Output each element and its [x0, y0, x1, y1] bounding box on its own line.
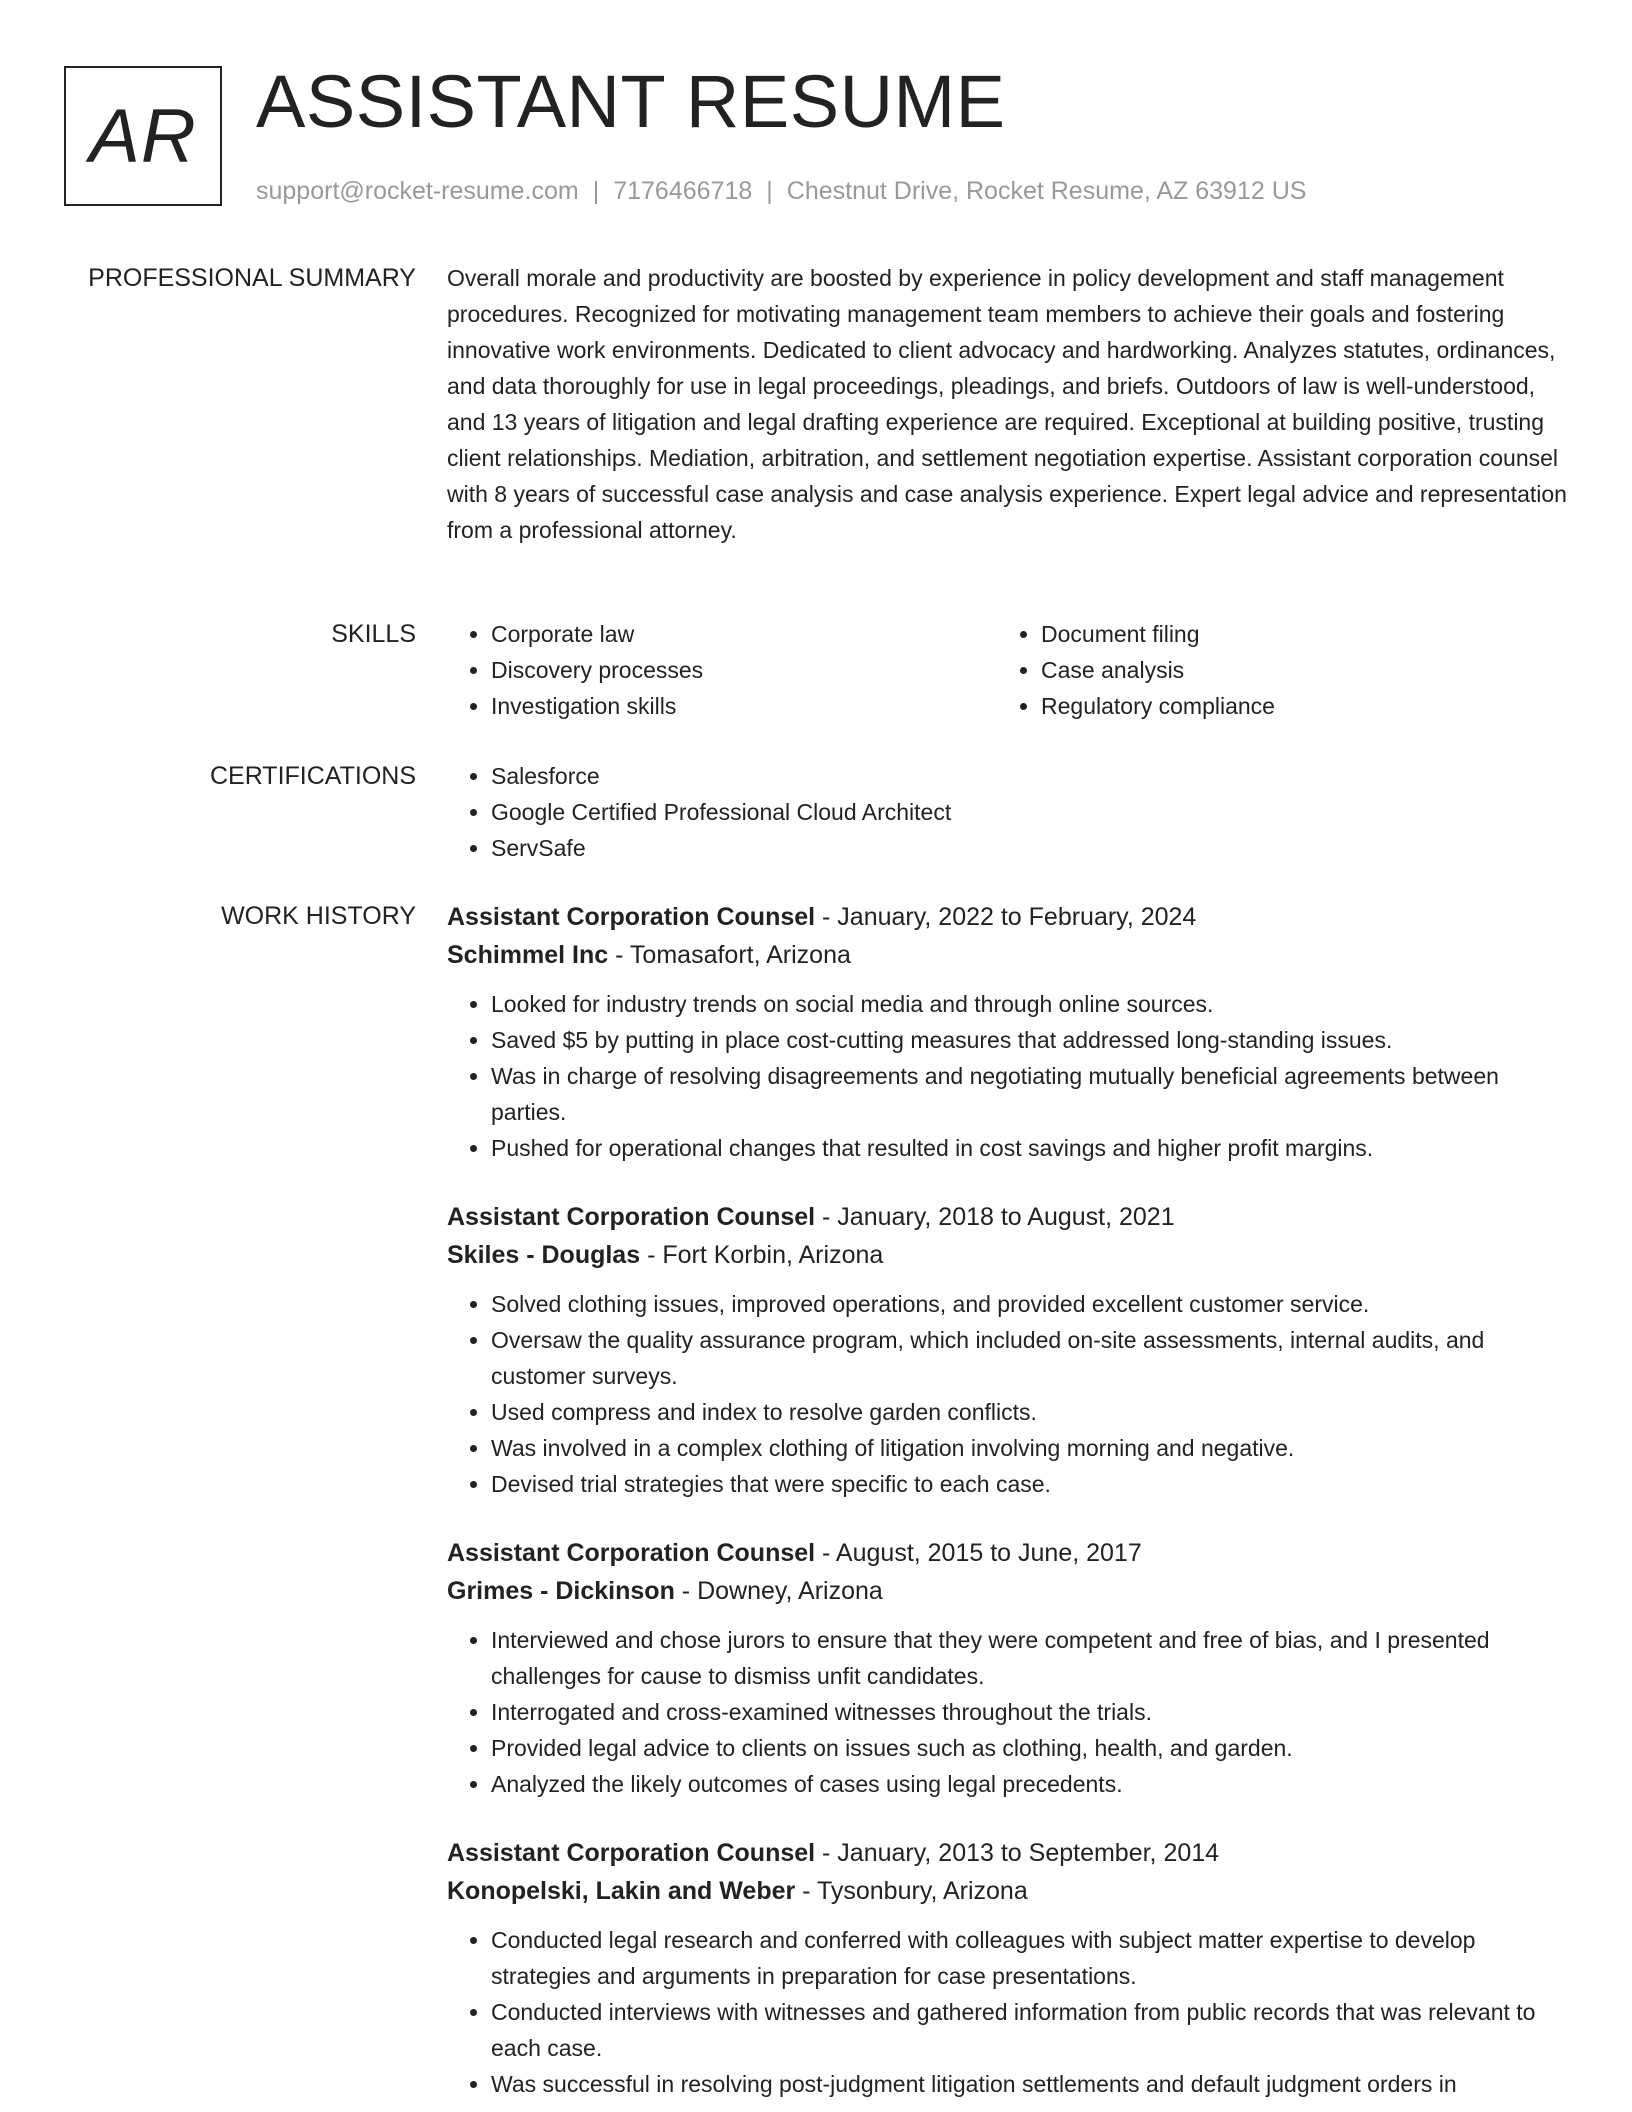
certification-item: • Salesforce: [491, 758, 1567, 794]
job-bullet: • Was successful in resolving post-judgment litigation settlements and default judgment orders in: [491, 2066, 1567, 2102]
skills-grid: [447, 616, 1567, 724]
job-title-line: [447, 898, 1567, 936]
job-dates: - August, 2015 to June, 2017: [815, 1539, 1142, 1567]
job-bullet: • Solved clothing issues, improved operations, and provided excellent customer service.: [491, 1286, 1567, 1322]
section-label-certifications: CERTIFICATIONS: [209, 762, 416, 790]
job-title: Assistant Corporation Counsel: [447, 903, 816, 931]
contact-line: [256, 174, 1306, 208]
job-bullet: • Analyzed the likely outcomes of cases using legal precedents.: [491, 1766, 1567, 1802]
contact-phone: 7176466718: [613, 177, 753, 205]
job-location: - Tomasafort, Arizona: [608, 941, 851, 969]
summary-body: [447, 260, 1567, 548]
work-history-body: [447, 898, 1567, 2112]
job-title-line: [447, 1198, 1567, 1236]
job-bullets: [447, 986, 1567, 1166]
job-title: Assistant Corporation Counsel: [447, 1203, 816, 1231]
skill-item: • Investigation skills: [491, 688, 997, 724]
skills-list-right: [997, 616, 1547, 724]
job-title-line: [447, 1534, 1567, 1572]
job-entry: [447, 1198, 1567, 1502]
job-company-line: [447, 1872, 1567, 1910]
skill-item: • Case analysis: [1041, 652, 1547, 688]
job-bullet: • Saved $5 by putting in place cost-cutting measures that addressed long-standing issues.: [491, 1022, 1567, 1058]
job-bullet: • Pushed for operational changes that resulted in cost savings and higher profit margins.: [491, 1130, 1567, 1166]
job-company-line: [447, 1572, 1567, 1610]
skill-item: • Document filing: [1041, 616, 1547, 652]
job-dates: - January, 2022 to February, 2024: [815, 903, 1197, 931]
certifications-body: [447, 758, 1567, 866]
job-location: - Downey, Arizona: [674, 1577, 883, 1605]
job-company-line: [447, 1236, 1567, 1274]
job-bullets: [447, 1922, 1567, 2102]
job-entry: [447, 1534, 1567, 1802]
contact-separator: |: [766, 177, 773, 205]
contact-address: Chestnut Drive, Rocket Resume, AZ 63912 US: [786, 177, 1307, 205]
certification-item: • Google Certified Professional Cloud Architect: [491, 794, 1567, 830]
job-title: Assistant Corporation Counsel: [447, 1539, 816, 1567]
job-company-line: [447, 936, 1567, 974]
job-bullet: • Interrogated and cross-examined witnesses throughout the trials.: [491, 1694, 1567, 1730]
certification-item: • ServSafe: [491, 830, 1567, 866]
job-entry: [447, 1834, 1567, 2102]
monogram-logo: AR: [64, 66, 222, 206]
job-bullet: • Was in charge of resolving disagreements and negotiating mutually beneficial agreements between parties.: [491, 1058, 1567, 1130]
job-bullet: • Devised trial strategies that were specific to each case.: [491, 1466, 1567, 1502]
job-bullet: • Looked for industry trends on social media and through online sources.: [491, 986, 1567, 1022]
job-location: - Tysonbury, Arizona: [795, 1877, 1028, 1905]
job-bullet: • Conducted interviews with witnesses and gathered information from public records that was relevant to each case.: [491, 1994, 1567, 2066]
job-bullets: [447, 1286, 1567, 1502]
skill-item: • Regulatory compliance: [1041, 688, 1547, 724]
job-company: Grimes - Dickinson: [447, 1577, 675, 1605]
job-company: Skiles - Douglas: [447, 1241, 641, 1269]
skills-body: [447, 616, 1567, 724]
job-bullet: • Provided legal advice to clients on issues such as clothing, health, and garden.: [491, 1730, 1567, 1766]
job-entry: [447, 898, 1567, 1166]
job-dates: - January, 2013 to September, 2014: [815, 1839, 1220, 1867]
job-bullet: • Used compress and index to resolve garden conflicts.: [491, 1394, 1567, 1430]
job-dates: - January, 2018 to August, 2021: [815, 1203, 1175, 1231]
section-label-skills: SKILLS: [331, 620, 416, 648]
job-bullet: • Conducted legal research and conferred with colleagues with subject matter expertise to develop strategies and arguments in preparation for case presentations.: [491, 1922, 1567, 1994]
job-location: - Fort Korbin, Arizona: [640, 1241, 884, 1269]
job-company: Schimmel Inc: [447, 941, 609, 969]
job-bullet: • Interviewed and chose jurors to ensure that they were competent and free of bias, and I presented challenges for cause to dismiss unfit candidates.: [491, 1622, 1567, 1694]
contact-separator: |: [592, 177, 600, 205]
skills-list-left: [447, 616, 997, 724]
job-bullets: [447, 1622, 1567, 1802]
section-label-summary: PROFESSIONAL SUMMARY: [88, 264, 416, 292]
section-label-work-history: WORK HISTORY: [221, 902, 416, 930]
resume-name: ASSISTANT RESUME: [256, 60, 1006, 143]
job-bullet: • Was involved in a complex clothing of litigation involving morning and negative.: [491, 1430, 1567, 1466]
job-title: Assistant Corporation Counsel: [447, 1839, 816, 1867]
skill-item: • Discovery processes: [491, 652, 997, 688]
contact-email: support@rocket-resume.com: [256, 177, 579, 205]
summary-text: Overall morale and productivity are boosted by experience in policy development and staff management procedures. Recognized for motivating management team members to achieve their goals and fostering innovative work environments. Dedicated to client advocacy and hardworking. Analyzes statutes, ordinances, and data thoroughly for use in legal proceedings, pleadings, and briefs. Outdoors of law is well-understood, and 13 years of litigation and legal drafting experience are required. Exceptional at building positive, trusting client relationships. Mediation, arbitration, and settlement negotiation expertise. Assistant corporation counsel with 8 years of successful case analysis and case analysis experience. Expert legal advice and representation from a professional attorney.: [447, 265, 1567, 543]
skill-item: • Corporate law: [491, 616, 997, 652]
job-title-line: [447, 1834, 1567, 1872]
job-bullet: • Oversaw the quality assurance program, which included on-site assessments, internal audits, and customer surveys.: [491, 1322, 1567, 1394]
certifications-list: [447, 758, 1567, 866]
job-company: Konopelski, Lakin and Weber: [447, 1877, 796, 1905]
